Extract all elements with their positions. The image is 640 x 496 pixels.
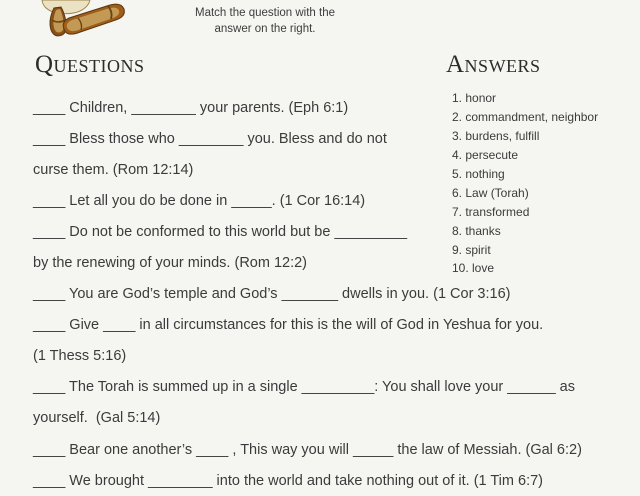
answers-list: [452, 89, 598, 278]
instruction-text: [158, 6, 372, 37]
question-line: ____ Let all you do be done in _____. (1 Cor 16:14): [33, 192, 366, 209]
question-line: ____ Children, ________ your parents. (Eph 6:1): [33, 99, 349, 116]
answer-item: 10. love: [452, 261, 495, 276]
answer-item: 6. Law (Torah): [452, 185, 529, 200]
answer-item: 5. nothing: [452, 167, 505, 181]
question-line: ____ Bless those who ________ you. Bless and do not: [33, 130, 387, 147]
question-line: ____ The Torah is summed up in a single _________: You shall love your ______ as: [33, 379, 575, 396]
answers-heading: Answers: [446, 51, 541, 78]
question-line: ____ Bear one another’s ____ , This way you will _____ the law of Messiah. (Gal 6:2): [33, 441, 582, 458]
question-line: (1 Thess 5:16): [33, 348, 127, 365]
answer-item: 2. commandment, neighbor: [452, 110, 599, 125]
question-line: yourself. (Gal 5:14): [33, 410, 161, 427]
question-line: ____ You are God’s temple and God’s _______ dwells in you. (1 Cor 3:16): [33, 286, 511, 303]
question-line: ____ We brought ________ into the world and take nothing out of it. (1 Tim 6:7): [33, 472, 543, 489]
question-line: by the renewing of your minds. (Rom 12:2): [33, 255, 308, 272]
instruction-line-2: answer on the right.: [214, 22, 316, 35]
questions-heading: Questions: [35, 51, 145, 78]
answer-item: 7. transformed: [452, 204, 530, 219]
answer-item: 8. thanks: [452, 223, 501, 238]
answer-item: 4. persecute: [452, 148, 519, 163]
question-line: ____ Do not be conformed to this world but be _________: [33, 223, 408, 240]
question-line: curse them. (Rom 12:14): [33, 161, 194, 178]
question-line: ____ Give ____ in all circumstances for this is the will of God in Yeshua for you.: [33, 317, 544, 334]
answer-item: 9. spirit: [452, 242, 491, 257]
answer-item: 3. burdens, fulfill: [452, 129, 540, 144]
answer-item: 1. honor: [452, 91, 497, 106]
instruction-line-1: Match the question with the: [195, 7, 335, 19]
sandaled-feet-illustration: [34, 0, 128, 42]
robe-hem-shape: [42, 0, 90, 14]
